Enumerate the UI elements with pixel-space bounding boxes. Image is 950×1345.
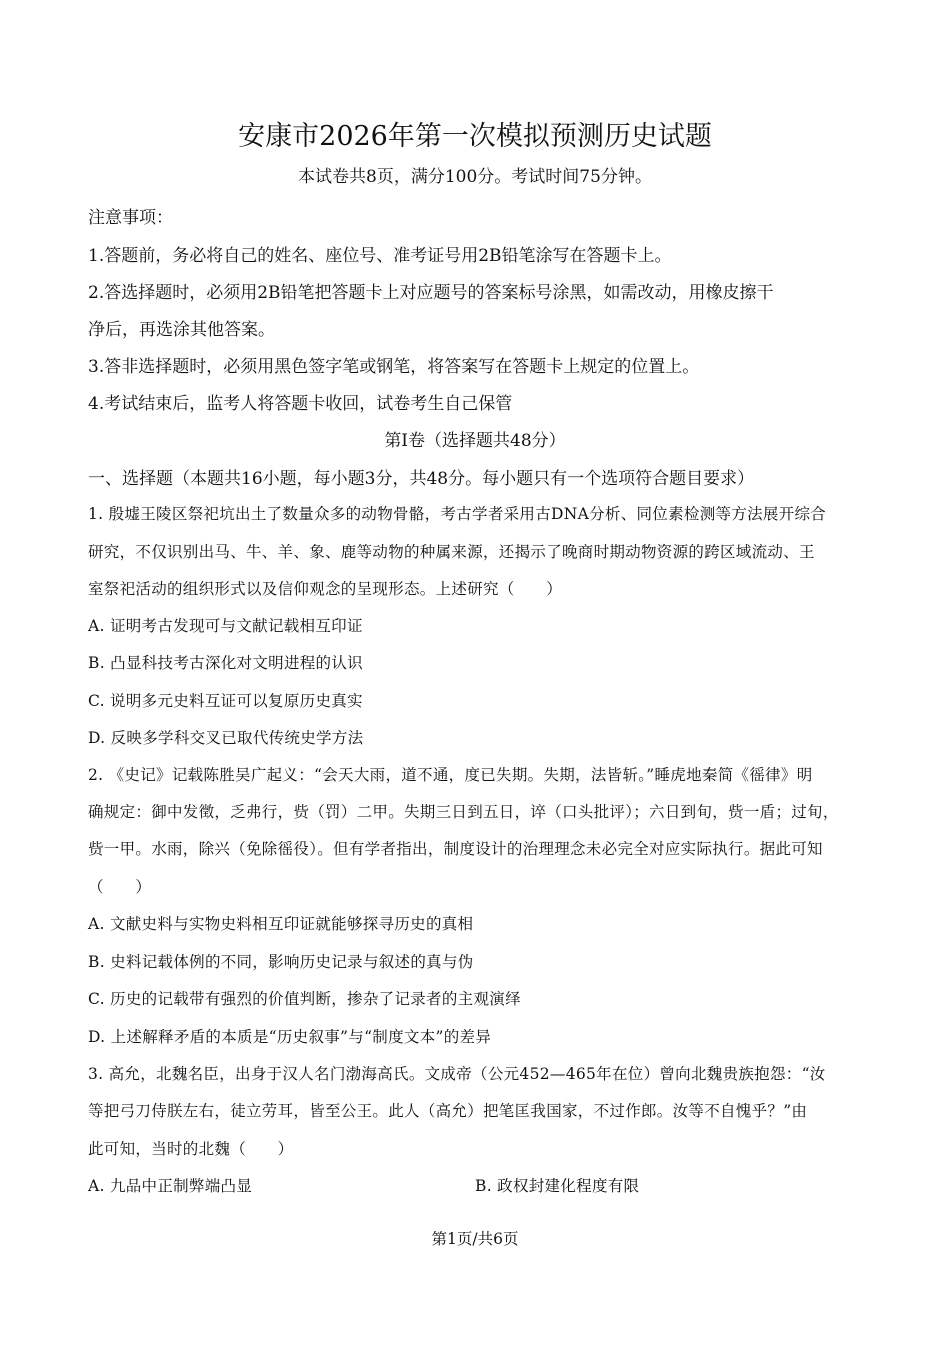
exam-title: 安康市2026年第一次模拟预测历史试题: [238, 121, 712, 152]
question-3-option-a: A. 九品中正制弊端凸显: [88, 1177, 253, 1195]
question-1-option-a: A. 证明考古发现可与文献记载相互印证: [88, 617, 363, 635]
question-1-option-c: C. 说明多元史料互证可以复原历史真实: [88, 692, 363, 710]
question-1-line: 室祭祀活动的组织形式以及信仰观念的呈现形态。上述研究（ ）: [88, 580, 563, 598]
question-1-line: 1. 殷墟王陵区祭祀坑出土了数量众多的动物骨骼，考古学者采用古DNA分析、同位素检测等方法展开综合: [88, 505, 827, 523]
notice-item: 净后，再选涂其他答案。: [88, 320, 275, 340]
question-1-line: 研究，不仅识别出马、牛、羊、象、鹿等动物的种属来源，还揭示了晚商时期动物资源的跨区域流动、王: [88, 543, 815, 561]
question-2-option-a: A. 文献史料与实物史料相互印证就能够探寻历史的真相: [88, 915, 474, 933]
section-title: 第Ⅰ卷（选择题共48分）: [384, 431, 566, 451]
question-2-line: （ ）: [88, 878, 152, 896]
notice-item: 2.答选择题时，必须用2B铅笔把答题卡上对应题号的答案标号涂黑，如需改动，用橡皮擦干: [88, 283, 774, 303]
notice-item: 1.答题前，务必将自己的姓名、座位号、准考证号用2B铅笔涂写在答题卡上。: [88, 246, 672, 266]
question-3-line: 等把弓刀侍朕左右，徒立劳耳，皆至公王。此人（高允）把笔匡我国家，不过作郎。汝等不自愧乎？”由: [88, 1102, 808, 1120]
notice-item: 3.答非选择题时，必须用黑色签字笔或钢笔，将答案写在答题卡上规定的位置上。: [88, 357, 700, 377]
question-2-line: 赀一甲。水雨，除兴（免除徭役）。但有学者指出，制度设计的治理理念未必完全对应实际执行。据此可知: [88, 840, 823, 858]
part-heading: 一、选择题（本题共16小题，每小题3分，共48分。每小题只有一个选项符合题目要求）: [88, 469, 755, 489]
notice-item: 4.考试结束后，监考人将答题卡收回，试卷考生自己保管: [88, 394, 513, 414]
question-2-option-b: B. 史料记载体例的不同，影响历史记录与叙述的真与伪: [88, 953, 474, 971]
question-3-line: 3. 高允，北魏名臣，出身于汉人名门渤海高氏。文成帝（公元452—465年在位）曾向北魏贵族抱怨：“汝: [88, 1065, 826, 1083]
exam-subtitle: 本试卷共8页，满分100分。考试时间75分钟。: [298, 167, 652, 187]
question-1-option-b: B. 凸显科技考古深化对文明进程的认识: [88, 654, 363, 672]
question-2-line: 2. 《史记》记载陈胜吴广起义：“会天大雨，道不通，度已失期。失期，法皆斩。”睡虎地秦简《徭律》明: [88, 766, 813, 784]
question-1-option-d: D. 反映多学科交叉已取代传统史学方法: [88, 729, 364, 747]
question-3-option-b: B. 政权封建化程度有限: [475, 1177, 640, 1195]
page-number: 第1页/共6页: [431, 1230, 519, 1248]
question-3-line: 此可知，当时的北魏（ ）: [88, 1140, 294, 1158]
notice-heading: 注意事项：: [88, 208, 173, 228]
question-2-line: 确规定：御中发徵，乏弗行，赀（罚）二甲。失期三日到五日，谇（口头批评）；六日到旬，赀一盾；过旬，: [88, 803, 839, 821]
question-2-option-d: D. 上述解释矛盾的本质是“历史叙事”与“制度文本”的差异: [88, 1028, 492, 1046]
question-2-option-c: C. 历史的记载带有强烈的价值判断，掺杂了记录者的主观演绎: [88, 990, 521, 1008]
